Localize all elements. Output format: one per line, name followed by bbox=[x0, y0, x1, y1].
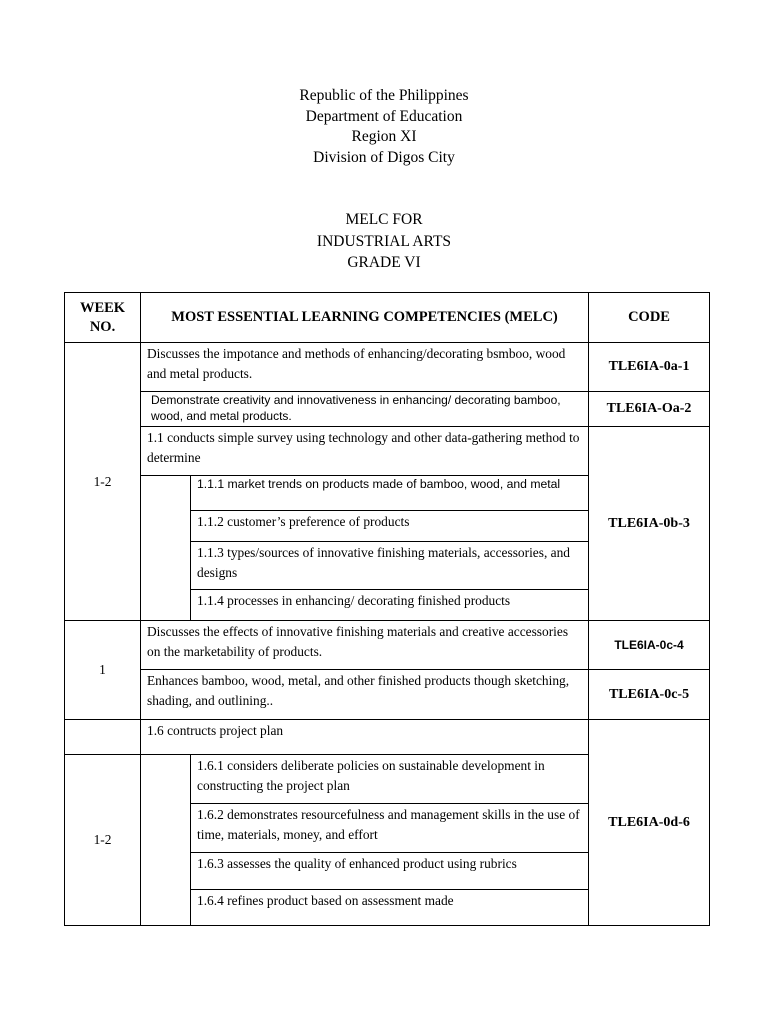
column-header-melc: MOST ESSENTIAL LEARNING COMPETENCIES (MELC) bbox=[141, 293, 589, 343]
table-row bbox=[65, 392, 710, 427]
sub-competency-text: 1.1.2 customer’s preference of products bbox=[197, 514, 410, 529]
code-cell: TLE6IA-0a-1 bbox=[589, 343, 710, 392]
table-row bbox=[65, 670, 710, 720]
document-title bbox=[0, 209, 768, 274]
column-header-week: WEEK NO. bbox=[65, 293, 141, 343]
sub-competency-cell bbox=[191, 590, 589, 621]
week-cell: 1-2 bbox=[65, 343, 141, 621]
header-republic: Republic of the Philippines bbox=[299, 87, 469, 104]
competency-text: Demonstrate creativity and innovativeness in enhancing/ decorating bamboo, wood, and metal products. bbox=[151, 393, 561, 423]
sub-competency-cell bbox=[191, 890, 589, 926]
column-header-code: CODE bbox=[589, 293, 710, 343]
sub-competency-cell bbox=[191, 853, 589, 890]
header-division: Division of Digos City bbox=[313, 148, 455, 166]
code-cell: TLE6IA-0c-4 bbox=[589, 621, 710, 670]
title-melc-for: MELC FOR bbox=[345, 211, 423, 228]
indent-cell bbox=[141, 755, 191, 926]
competency-cell bbox=[141, 392, 589, 427]
competency-text: 1.1 conducts simple survey using technology and other data-gathering method to determine bbox=[147, 430, 580, 465]
melc-table bbox=[64, 292, 710, 926]
competency-cell bbox=[141, 427, 589, 476]
sub-competency-text: 1.6.2 demonstrates resourcefulness and management skills in the use of time, materials, money, and effort bbox=[197, 807, 580, 842]
competency-text: Enhances bamboo, wood, metal, and other finished products though sketching, shading, and outlining.. bbox=[147, 673, 570, 708]
sub-competency-cell bbox=[191, 755, 589, 804]
title-subject: INDUSTRIAL ARTS bbox=[316, 232, 452, 250]
code-cell: TLE6IA-0d-6 bbox=[589, 720, 710, 926]
header-department: Department of Education bbox=[305, 107, 463, 125]
table-row bbox=[65, 427, 710, 476]
sub-competency-text: 1.6.1 considers deliberate policies on sustainable development in constructing the project plan bbox=[197, 758, 545, 793]
sub-competency-text: 1.1.4 processes in enhancing/ decorating finished products bbox=[197, 593, 511, 608]
header-region: Region XI bbox=[351, 128, 417, 145]
week-cell: 1-2 bbox=[65, 755, 141, 926]
sub-competency-text: 1.6.4 refines product based on assessment made bbox=[197, 893, 454, 908]
title-grade: GRADE VI bbox=[347, 254, 421, 271]
sub-competency-text: 1.1.1 market trends on products made of bamboo, wood, and metal bbox=[197, 477, 561, 491]
sub-competency-text: 1.1.3 types/sources of innovative finishing materials, accessories, and designs bbox=[197, 545, 570, 580]
table-header-row bbox=[65, 293, 710, 343]
week-cell: 1 bbox=[65, 621, 141, 720]
competency-text: Discusses the effects of innovative finishing materials and creative accessories on the marketability of products. bbox=[147, 624, 569, 659]
table-row bbox=[65, 343, 710, 392]
competency-text: 1.6 contructs project plan bbox=[147, 723, 284, 738]
competency-cell bbox=[141, 720, 589, 755]
table-row bbox=[65, 621, 710, 670]
competency-cell bbox=[141, 343, 589, 392]
sub-competency-cell bbox=[191, 476, 589, 511]
code-cell: TLE6IA-0b-3 bbox=[589, 427, 710, 621]
code-cell: TLE6IA-Oa-2 bbox=[589, 392, 710, 427]
document-header bbox=[0, 86, 768, 168]
sub-competency-cell bbox=[191, 511, 589, 542]
competency-text: Discusses the impotance and methods of enhancing/decorating bsmboo, wood and metal products. bbox=[147, 346, 566, 381]
sub-competency-text: 1.6.3 assesses the quality of enhanced product using rubrics bbox=[197, 856, 517, 871]
competency-cell bbox=[141, 621, 589, 670]
table-row bbox=[65, 720, 710, 755]
sub-competency-cell bbox=[191, 542, 589, 590]
code-cell: TLE6IA-0c-5 bbox=[589, 670, 710, 720]
week-cell-empty bbox=[65, 720, 141, 755]
indent-cell bbox=[141, 476, 191, 621]
competency-cell bbox=[141, 670, 589, 720]
sub-competency-cell bbox=[191, 804, 589, 853]
